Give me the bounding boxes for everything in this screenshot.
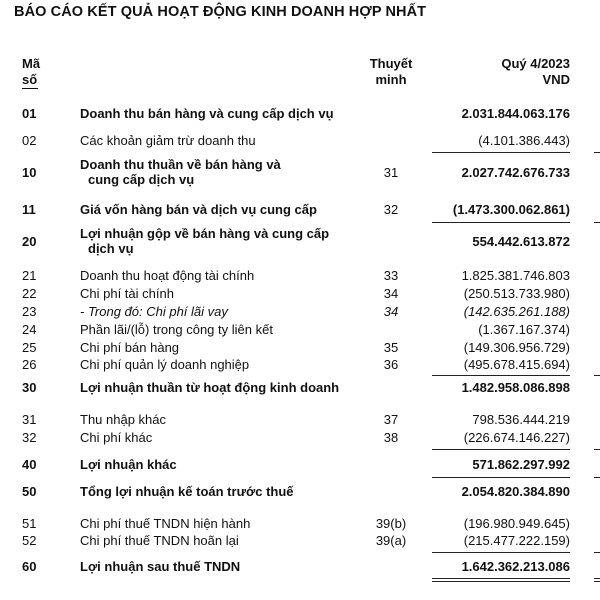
row-label: Chi phí thuế TNDN hiện hành [80,516,251,531]
row-value: 2.027.742.676.733 [461,165,570,180]
header-code-line1: Mã [22,56,41,71]
row-code: 31 [22,412,37,427]
row-code: 51 [22,516,37,531]
row-label-line1: Lợi nhuận gộp về bán hàng và cung cấp [80,226,330,241]
row-code: 26 [22,357,37,372]
row-note: 37 [383,412,399,427]
adjacent-column-rule [594,375,600,376]
row-note: 38 [383,430,399,445]
row-value: 1.642.362.213.086 [461,559,570,574]
header-note-line1: Thuyết [369,56,413,71]
row-value: (196.980.949.645) [463,516,570,531]
row-value: (4.101.386.443) [478,133,570,148]
row-code: 23 [22,304,37,319]
row-value: (1.367.167.374) [478,322,570,337]
row-note: 36 [383,357,399,372]
row-value: (1.473.300.062.861) [452,202,570,217]
row-label: Lợi nhuận sau thuế TNDN [80,559,241,574]
row-value: (142.635.261.188) [463,304,570,319]
row-label: Chi phí khác [80,430,153,445]
adjacent-column-rule [594,581,600,582]
row-note: 34 [383,286,399,301]
row-label: Lợi nhuận thuần từ hoạt động kinh doanh [80,380,340,395]
adjacent-column-rule [594,222,600,223]
row-note: 34 [383,304,399,319]
row-note: 39(a) [375,533,407,548]
header-code-underline [22,88,38,89]
row-note: 31 [383,165,399,180]
row-value: (215.477.222.159) [463,533,570,548]
subtotal-rule [432,449,570,450]
header-code [22,56,40,88]
total-double-rule-bottom [432,581,570,582]
row-value: (149.306.956.729) [463,340,570,355]
row-value: 571.862.297.992 [472,457,570,472]
row-code: 30 [22,380,37,395]
row-label: Các khoản giảm trừ doanh thu [80,133,256,148]
row-code: 21 [22,268,37,283]
row-code: 52 [22,533,37,548]
total-double-rule-top [432,578,570,579]
row-note: 32 [383,202,399,217]
row-value: (495.678.415.694) [463,357,570,372]
row-value: 1.482.958.086.898 [461,380,570,395]
row-label: - Trong đó: Chi phí lãi vay [80,304,228,319]
row-label-line2: dịch vụ [88,241,134,256]
subtotal-rule [432,222,570,223]
subtotal-rule [432,477,570,478]
row-code: 50 [22,484,37,499]
row-code: 01 [22,106,37,121]
row-label [80,157,370,187]
row-label: Doanh thu hoạt động tài chính [80,268,255,283]
report-title: BÁO CÁO KẾT QUẢ HOẠT ĐỘNG KINH DOANH HỢP NHẤT [14,4,427,20]
row-value: 1.825.381.746.803 [461,268,570,283]
row-label: Chi phí bán hàng [80,340,180,355]
row-label [80,226,370,256]
row-code: 60 [22,559,37,574]
row-label-line1: Doanh thu thuần về bán hàng và [80,157,281,172]
row-label: Phần lãi/(lỗ) trong công ty liên kết [80,322,273,337]
row-value: 798.536.444.219 [472,412,570,427]
header-note-line2: minh [375,72,407,87]
header-note [356,56,426,88]
row-label: Tổng lợi nhuận kế toán trước thuế [80,484,294,499]
row-note: 33 [383,268,399,283]
row-note: 35 [383,340,399,355]
row-code: 24 [22,322,37,337]
row-value: 2.054.820.384.890 [461,484,570,499]
row-value: 554.442.613.872 [472,234,570,249]
row-label: Lợi nhuận khác [80,457,177,472]
row-code: 40 [22,457,37,472]
row-label: Chi phí tài chính [80,286,174,301]
adjacent-column-rule [594,449,600,450]
row-code: 20 [22,234,37,249]
row-label: Chi phí quản lý doanh nghiệp [80,357,250,372]
row-label: Chi phí thuế TNDN hoãn lại [80,533,239,548]
adjacent-column-rule [594,152,600,153]
row-code: 32 [22,430,37,445]
row-label-line2: cung cấp dịch vụ [88,172,195,187]
header-period-line2: VND [542,72,570,87]
subtotal-rule [432,375,570,376]
row-code: 02 [22,133,37,148]
header-period-line1: Quý 4/2023 [501,56,570,71]
row-note: 39(b) [375,516,407,531]
header-code-line2: số [22,72,38,87]
row-label: Giá vốn hàng bán và dịch vụ cung cấp [80,202,317,217]
row-label: Doanh thu bán hàng và cung cấp dịch vụ [80,106,334,121]
row-value: (250.513.733.980) [463,286,570,301]
row-code: 22 [22,286,37,301]
row-code: 10 [22,165,37,180]
row-code: 11 [22,202,36,217]
subtotal-rule [432,552,570,553]
header-period [501,56,570,88]
adjacent-column-rule [594,552,600,553]
row-value: (226.674.146.227) [463,430,570,445]
row-label: Thu nhập khác [80,412,167,427]
adjacent-column-rule [594,477,600,478]
adjacent-column-rule [594,578,600,579]
subtotal-rule [432,152,570,153]
row-value: 2.031.844.063.176 [461,106,570,121]
row-code: 25 [22,340,37,355]
